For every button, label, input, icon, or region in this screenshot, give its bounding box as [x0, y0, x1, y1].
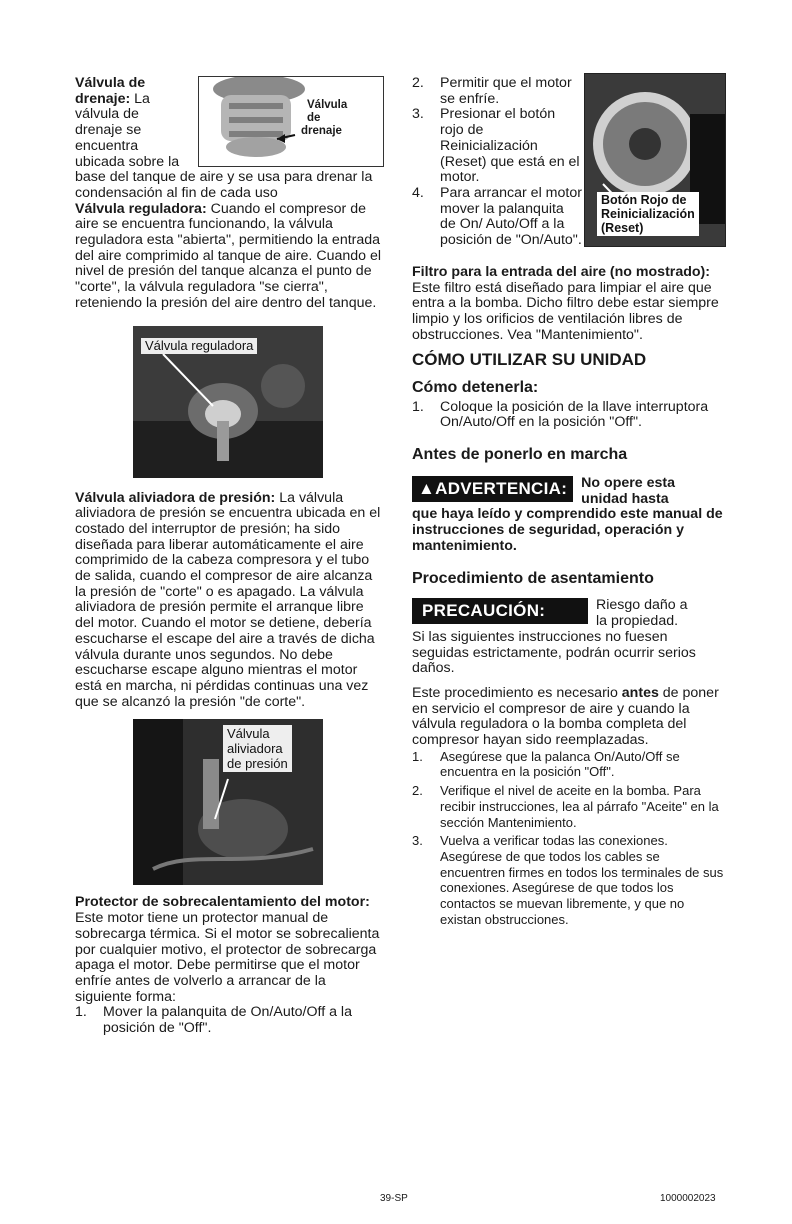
regulator-photo-label: Válvula reguladora: [141, 338, 257, 354]
thermal-body: Este motor tiene un protector manual de sobrecarga térmica. Si el motor se sobrecalienta por cualquier motivo, el protector de sobrecarga apaga el motor. Debe permitirse que el motor enfríe antes de volverlo a arrancar de la siguiente forma:: [75, 910, 380, 1005]
warning-block: ▲ADVERTENCIA: No opere esta unidad hasta que haya leído y comprendido este manual de instrucciones de seguridad, operación y mantenimiento.: [412, 476, 727, 555]
filter-heading: Filtro para la entrada del aire (no mostrado):: [412, 264, 710, 280]
relief-valve-photo: [133, 719, 323, 885]
relief-photo-label: Válvula aliviadora de presión: [223, 725, 292, 772]
reset-button-photo: [584, 73, 726, 247]
stop-heading: Cómo detenerla:: [412, 378, 539, 396]
step-2: 2. Permitir que el motor se enfríe.: [412, 75, 572, 107]
relief-body: La válvula aliviadora de presión se encuentra ubicada en el costado del interruptor de presión; ha sido diseñada para liberar automáticamente el aire comprimido de la cabeza compresora y el tubo de salida, cuando el compresor de aire alcanza la presión de "corte" o es apagado. La válvula aliviadora de presión permite el arranque libre del motor. Cuando el motor se detiene, debería escucharse el escape del aire a través de dicha válvula durante unos segundos. No debe escucharse escape alguno mientras el motor está en marcha, ni pérdidas continuas una vez que se alcanzó la presión "de corte".: [75, 489, 381, 710]
regulator-photo: [133, 326, 323, 478]
drain-valve-photo: [198, 76, 384, 167]
proc-step-2: 2. Verifique el nivel de aceite en la bomba. Para recibir instrucciones, lea al párrafo "Aceite" en la sección Mantenimiento.: [412, 783, 719, 830]
drain-valve-section: Válvula de drenaje: La válvula de drenaje se encuentra ubicada sobre la base del tanque de aire y se usa para drenar la condensación al fin de cada uso Válvula de drenaje: [75, 76, 385, 202]
step-3: 3. Presionar el botón rojo de Reinicialización (Reset) que está en el motor.: [412, 106, 580, 186]
left-column: [75, 76, 385, 1037]
procedure-text: Este procedimiento es necesario antes de poner en servicio el compresor de aire y cuando la válvula reguladora o la bomba completa del compresor hayan sido reemplazadas.: [412, 684, 719, 749]
proc-step-3: 3. Vuelva a verificar todas las conexiones. Asegúrese de que todos los cables se encuentren firmes en todos los terminales de sus conexiones. Asegúrese de que todos los contactos se muevan libremente, y que no existan obstrucciones.: [412, 833, 724, 927]
thermal-heading: Protector de sobrecalentamiento del motor:: [75, 894, 370, 911]
break-in-heading: Procedimiento de asentamiento: [412, 570, 654, 588]
step-4: 4. Para arrancar el motor mover la palanquita de On/ Auto/Off a la posición de "On/Auto".: [412, 184, 582, 249]
page-number: 39-SP: [380, 1193, 408, 1204]
drain-photo-label-1: Válvula: [307, 99, 348, 111]
drain-photo-label-2: de: [307, 112, 321, 124]
right-column: [412, 76, 727, 928]
procedure-steps: [412, 749, 727, 928]
caution-banner: PRECAUCIÓN:: [412, 598, 588, 624]
drain-photo-label-3: drenaje: [301, 125, 342, 137]
regulator-heading: Válvula reguladora:: [75, 200, 207, 217]
filter-body: Este filtro está diseñado para limpiar el aire que entra a la bomba. Dicho filtro debe estar siempre limpio y los orificios de ventilación libres de obstrucciones. Vea "Mantenimiento".: [412, 279, 719, 343]
document-code: 1000002023: [660, 1193, 716, 1204]
thermal-step-1: 1. Mover la palanquita de On/Auto/Off a la posición de "Off".: [75, 1004, 352, 1037]
reset-section: [412, 76, 727, 258]
warning-banner: ▲ADVERTENCIA:: [412, 476, 573, 502]
drain-valve-image: [199, 77, 383, 166]
regulator-body: Cuando el compresor de aire se encuentra funcionando, la válvula reguladora esta "abierta", permitiendo la entrada del aire comprimido al tanque de aire. Cuando el nivel de presión del tanque alcanza el punto de "corte", la válvula reguladora "se cierra", reteniendo la presión del aire dentro del tanque.: [75, 200, 382, 311]
relief-heading: Válvula aliviadora de presión:: [75, 489, 276, 506]
caution-block: PRECAUCIÓN: Riesgo daño a la propiedad. Si las siguientes instrucciones no fuesen seguidas estrictamente, podrán ocurrir serios daños.: [412, 598, 727, 677]
reset-photo-label: Botón Rojo de Reinicialización (Reset): [597, 192, 699, 236]
proc-step-1: 1. Asegúrese que la palanca On/Auto/Off se encuentra en la posición "Off".: [412, 748, 680, 780]
stop-step-1: 1. Coloque la posición de la llave interruptora On/Auto/Off en la posición "Off".: [412, 398, 709, 431]
warning-text: que haya leído y comprendido este manual de instrucciones de seguridad, operación y mantenimiento.: [412, 506, 723, 554]
before-start-heading: Antes de ponerlo en marcha: [412, 445, 628, 463]
caution-text: Si las siguientes instrucciones no fuesen seguidas estrictamente, podrán ocurrir serios daños.: [412, 628, 696, 677]
how-to-use-heading: CÓMO UTILIZAR SU UNIDAD: [412, 349, 647, 369]
drain-valve-heading: Válvula de drenaje:: [75, 75, 146, 107]
